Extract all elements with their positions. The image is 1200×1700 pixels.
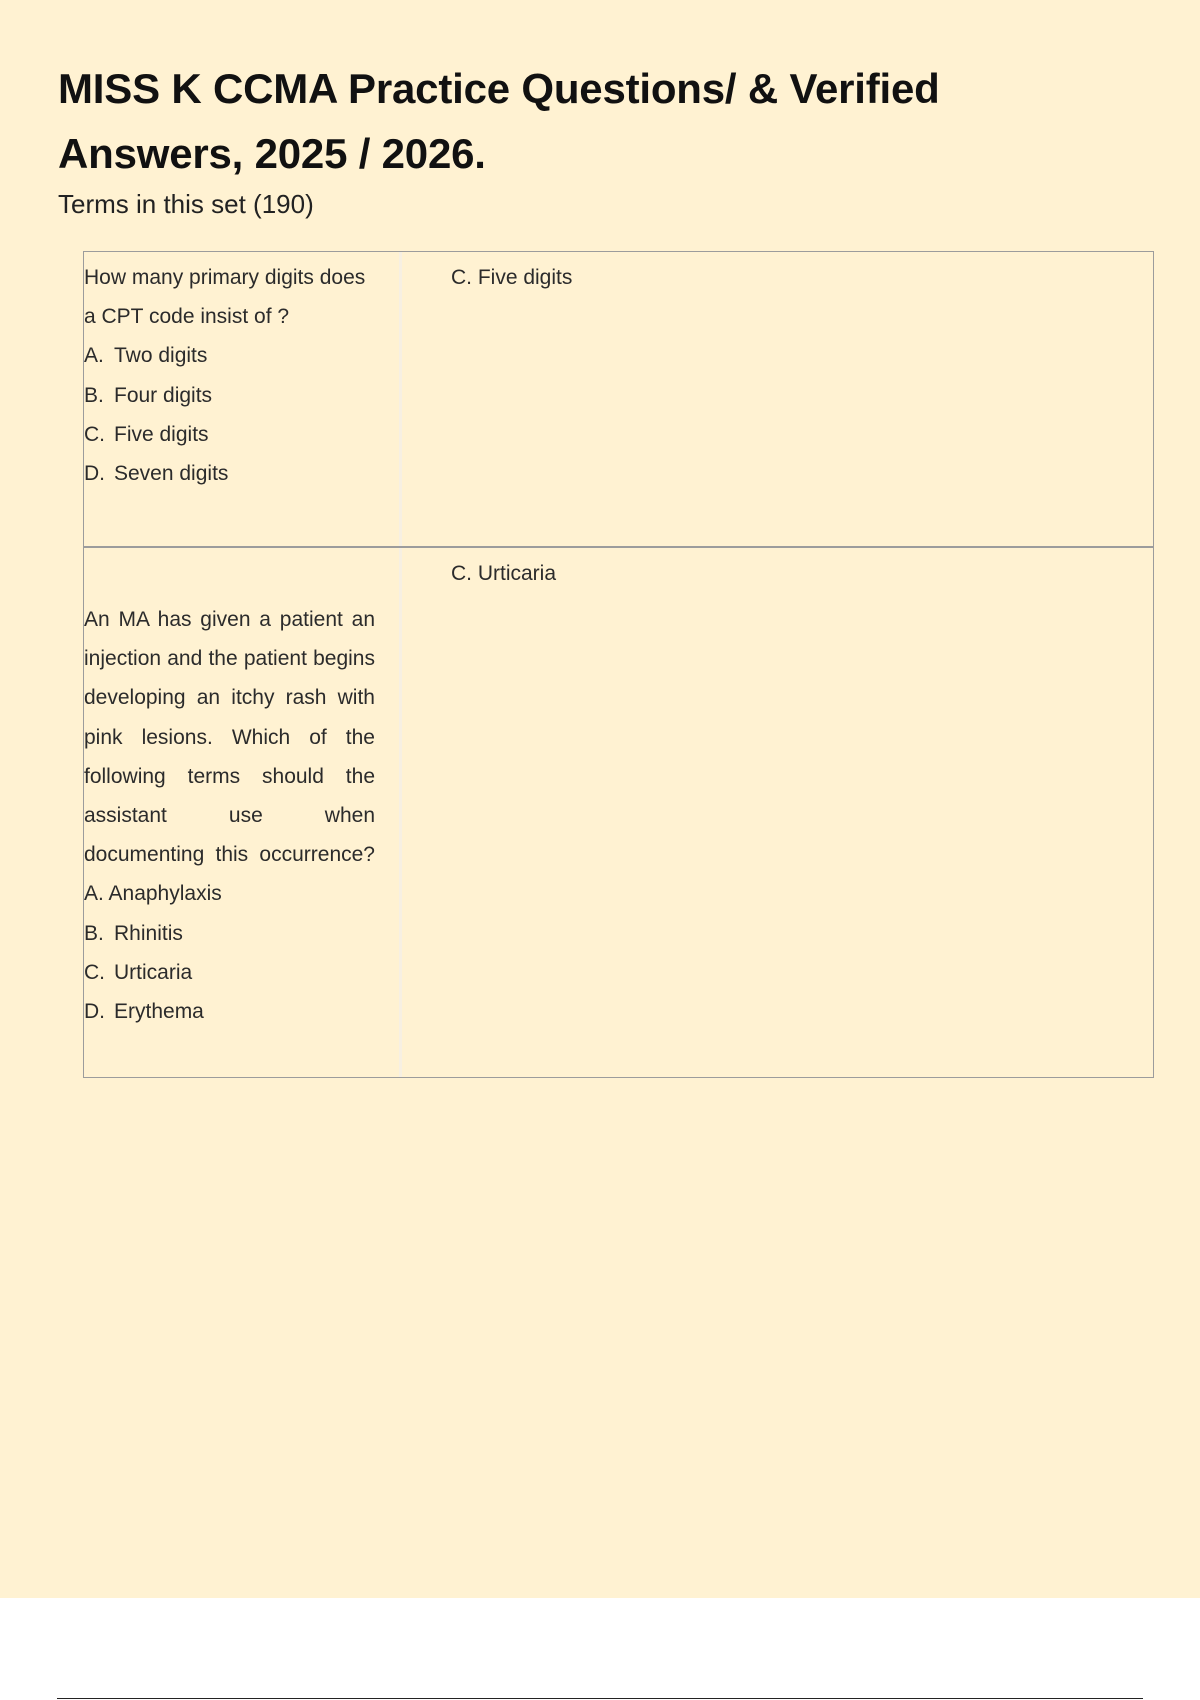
term-answer-cell (402, 548, 1153, 1077)
option-item (84, 953, 375, 992)
option-letter: D. (84, 1000, 105, 1024)
answer-text: C. Five digits (451, 266, 573, 289)
option-text: Seven digits (114, 462, 229, 486)
option-letter: B. (84, 921, 104, 945)
answer-options (84, 914, 375, 1032)
option-item (84, 914, 375, 953)
option-letter: B. (84, 383, 104, 407)
term-card[interactable] (83, 546, 1154, 1078)
option-item (84, 415, 375, 454)
answer-options (84, 336, 375, 493)
option-letter: C. (84, 960, 105, 984)
footer-divider (57, 1698, 1143, 1699)
option-letter: D. (84, 462, 105, 486)
option-item (84, 454, 375, 493)
question-text: An MA has given a patient an injection and the patient begins developing an itchy rash with pink lesions. Which of the following terms should the assistant use when documenting this occurrence? A. Anaphylaxis (84, 608, 375, 906)
option-text: Rhinitis (114, 921, 183, 945)
option-item (84, 376, 375, 415)
question-text: How many primary digits does a CPT code insist of ? (84, 266, 366, 329)
option-text: Five digits (114, 422, 209, 446)
option-text: Two digits (114, 344, 208, 368)
terms-table (83, 251, 1154, 1078)
term-answer-cell (402, 252, 1153, 546)
terms-count: Terms in this set (190) (58, 189, 314, 219)
document-title: MISS K CCMA Practice Questions/ & Verified Answers, 2025 / 2026. (58, 65, 940, 177)
option-letter: A. (84, 344, 104, 368)
term-card[interactable] (83, 251, 1154, 546)
term-question-cell (84, 548, 402, 1077)
option-text: Urticaria (114, 960, 193, 984)
option-item (84, 336, 375, 375)
option-letter: C. (84, 422, 105, 446)
option-item (84, 992, 375, 1031)
option-text: Four digits (114, 383, 213, 407)
answer-text: C. Urticaria (451, 562, 557, 585)
option-text: Erythema (114, 1000, 204, 1024)
term-question-cell (84, 252, 402, 546)
